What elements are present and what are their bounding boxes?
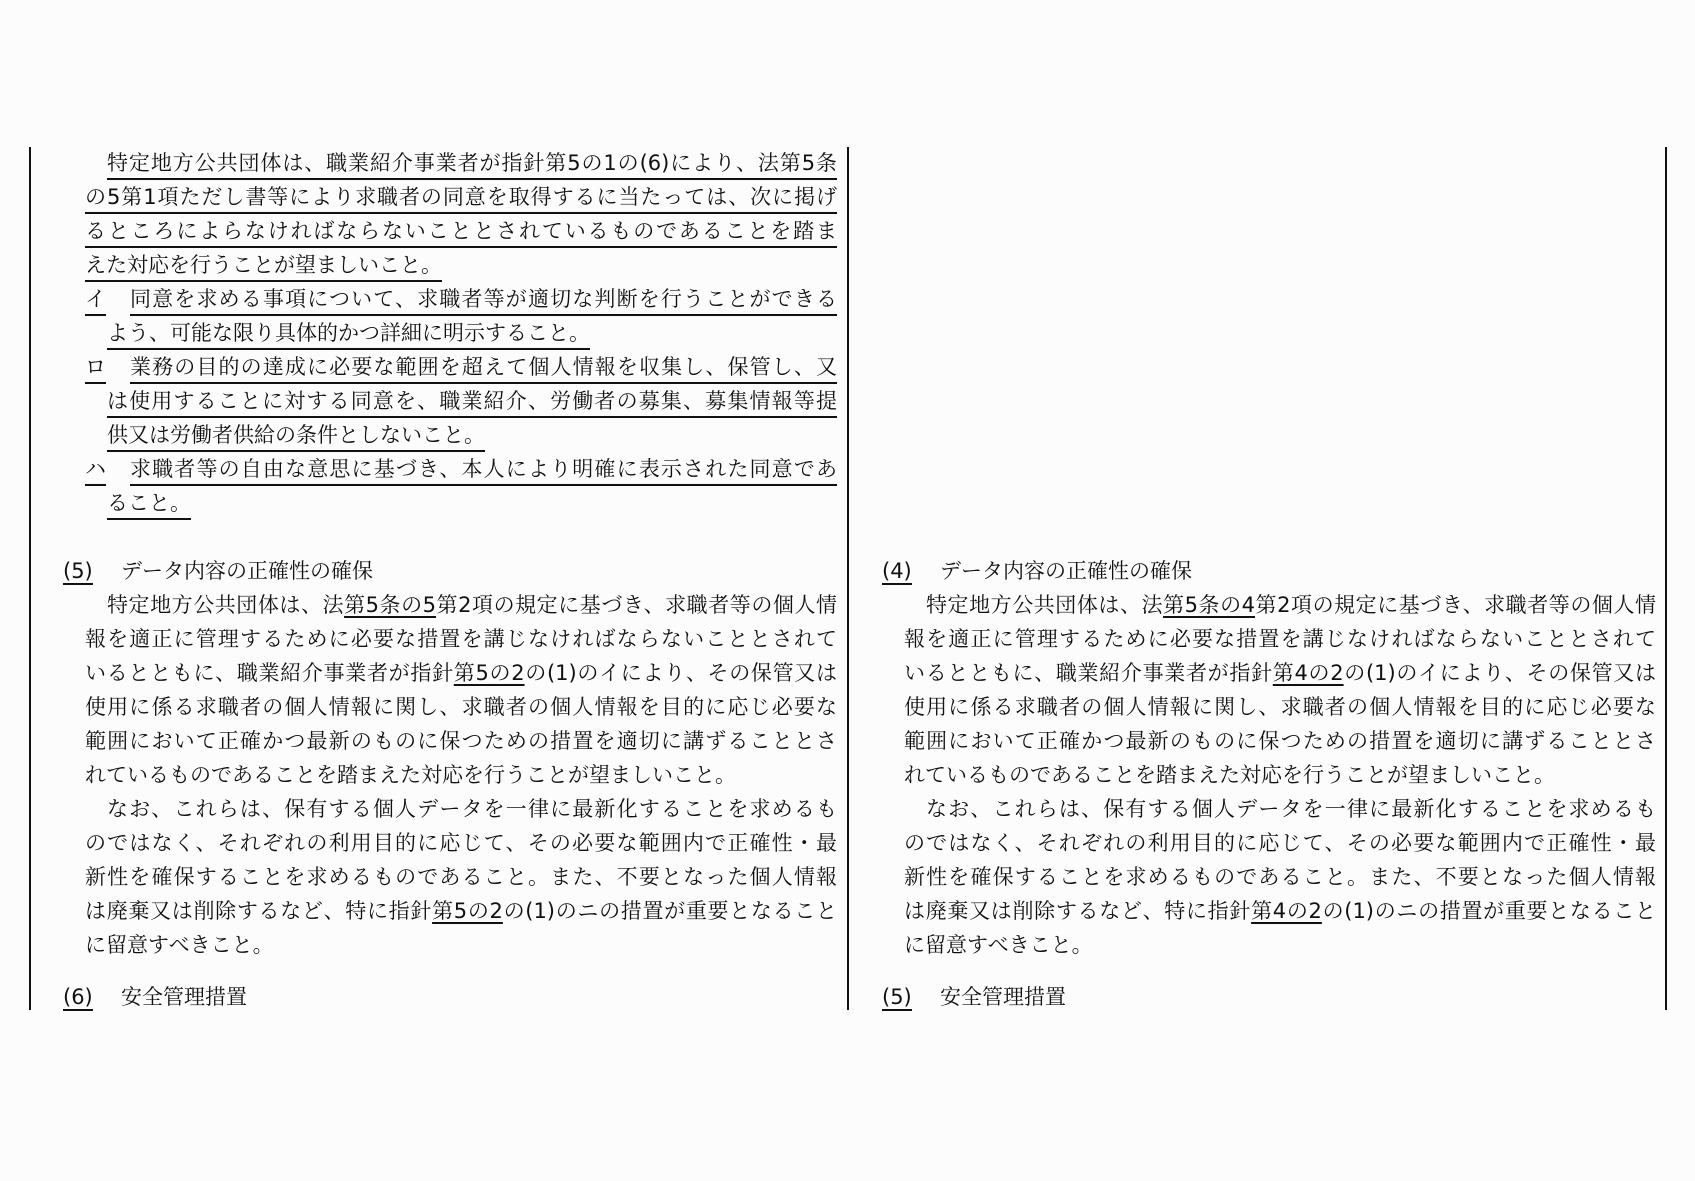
text-line: に留意すべきこと。	[85, 933, 274, 957]
text-line: のではなく、それぞれの利用目的に応じて、その必要な範囲内で正確性・最	[85, 831, 837, 855]
text-line: 同意を求める事項について、求職者等が適切な判断を行うことができる	[130, 284, 837, 316]
text-line: 使用に係る求職者の個人情報に関し、求職者の個人情報を目的に応じ必要な	[85, 695, 837, 719]
text-line: 範囲において正確かつ最新のものに保つための措置を適切に講ずることとさ	[85, 729, 837, 753]
section-title: 安全管理措置	[121, 985, 247, 1009]
text-line: れているものであることを踏まえた対応を行うことが望ましいこと。	[904, 763, 1555, 787]
text-line: のではなく、それぞれの利用目的に応じて、その必要な範囲内で正確性・最	[904, 831, 1656, 855]
section-number: (4)	[882, 559, 912, 583]
text-line: 新性を確保することを求めるものであること。また、不要となった個人情報	[904, 865, 1656, 889]
section-number: (5)	[882, 985, 912, 1009]
section-number: (6)	[63, 985, 93, 1009]
text-line: なお、これらは、保有する個人データを一律に最新化することを求めるも	[926, 797, 1656, 821]
amended-reference: 第4の2	[1272, 661, 1344, 685]
text-line: に留意すべきこと。	[904, 933, 1093, 957]
text-line: 報を適正に管理するために必要な措置を講じなければならないこととされて	[85, 627, 837, 651]
text-line: 供又は労働者供給の条件としないこと。	[107, 420, 485, 452]
amended-reference: 第5条の5	[344, 593, 436, 617]
text-line: 使用に係る求職者の個人情報に関し、求職者の個人情報を目的に応じ必要な	[904, 695, 1656, 719]
text-line: 業務の目的の達成に必要な範囲を超えて個人情報を収集し、保管し、又	[130, 352, 837, 384]
text-line: の5第1項ただし書等により求職者の同意を取得するに当たっては、次に掲げ	[85, 182, 837, 214]
text-line: 範囲において正確かつ最新のものに保つための措置を適切に講ずることとさ	[904, 729, 1656, 753]
text-line: は使用することに対する同意を、職業紹介、労働者の募集、募集情報等提	[107, 386, 837, 418]
amended-reference: 第5の2	[432, 899, 503, 923]
text-line: よう、可能な限り具体的かつ詳細に明示すること。	[107, 318, 590, 350]
text-line: えた対応を行うことが望ましいこと。	[85, 250, 442, 282]
text-line: 特定地方公共団体は、法第5条の4第2項の規定に基づき、求職者等の個人情	[926, 593, 1656, 617]
item-marker: ロ	[85, 352, 106, 384]
amended-reference: 第5の2	[453, 661, 525, 685]
section-title: データ内容の正確性の確保	[121, 559, 373, 583]
section-heading-accuracy	[63, 556, 373, 586]
text-line: 新性を確保することを求めるものであること。また、不要となった個人情報	[85, 865, 837, 889]
section-number: (5)	[63, 559, 93, 583]
text-line: いるとともに、職業紹介事業者が指針第5の2の(1)のイにより、その保管又は	[85, 661, 837, 685]
item-marker: イ	[85, 284, 106, 316]
text-line: いるとともに、職業紹介事業者が指針第4の2の(1)のイにより、その保管又は	[904, 661, 1656, 685]
section-title: 安全管理措置	[940, 985, 1066, 1009]
text-line: ること。	[107, 488, 191, 520]
text-line: れているものであることを踏まえた対応を行うことが望ましいこと。	[85, 763, 736, 787]
amended-reference: 第5条の4	[1163, 593, 1255, 617]
section-heading-security	[882, 982, 1066, 1012]
text-line: 報を適正に管理するために必要な措置を講じなければならないこととされて	[904, 627, 1656, 651]
amended-reference: 第4の2	[1251, 899, 1322, 923]
table-left-border	[29, 147, 31, 1010]
table-right-border	[1665, 147, 1667, 1010]
text-line: なお、これらは、保有する個人データを一律に最新化することを求めるも	[107, 797, 837, 821]
section-heading-security	[63, 982, 247, 1012]
text-line: 特定地方公共団体は、職業紹介事業者が指針第5の1の(6)により、法第5条	[107, 148, 837, 180]
item-marker: ハ	[85, 454, 106, 486]
text-line: るところによらなければならないこととされているものであることを踏ま	[85, 216, 837, 248]
section-title: データ内容の正確性の確保	[940, 559, 1192, 583]
text-line: は廃棄又は削除するなど、特に指針第4の2の(1)のニの措置が重要となること	[904, 899, 1656, 923]
text-line: は廃棄又は削除するなど、特に指針第5の2の(1)のニの措置が重要となること	[85, 899, 837, 923]
text-line: 特定地方公共団体は、法第5条の5第2項の規定に基づき、求職者等の個人情	[107, 593, 837, 617]
table-column-divider	[847, 147, 849, 1010]
text-line: 求職者等の自由な意思に基づき、本人により明確に表示された同意であ	[130, 454, 837, 486]
section-heading-accuracy	[882, 556, 1192, 586]
